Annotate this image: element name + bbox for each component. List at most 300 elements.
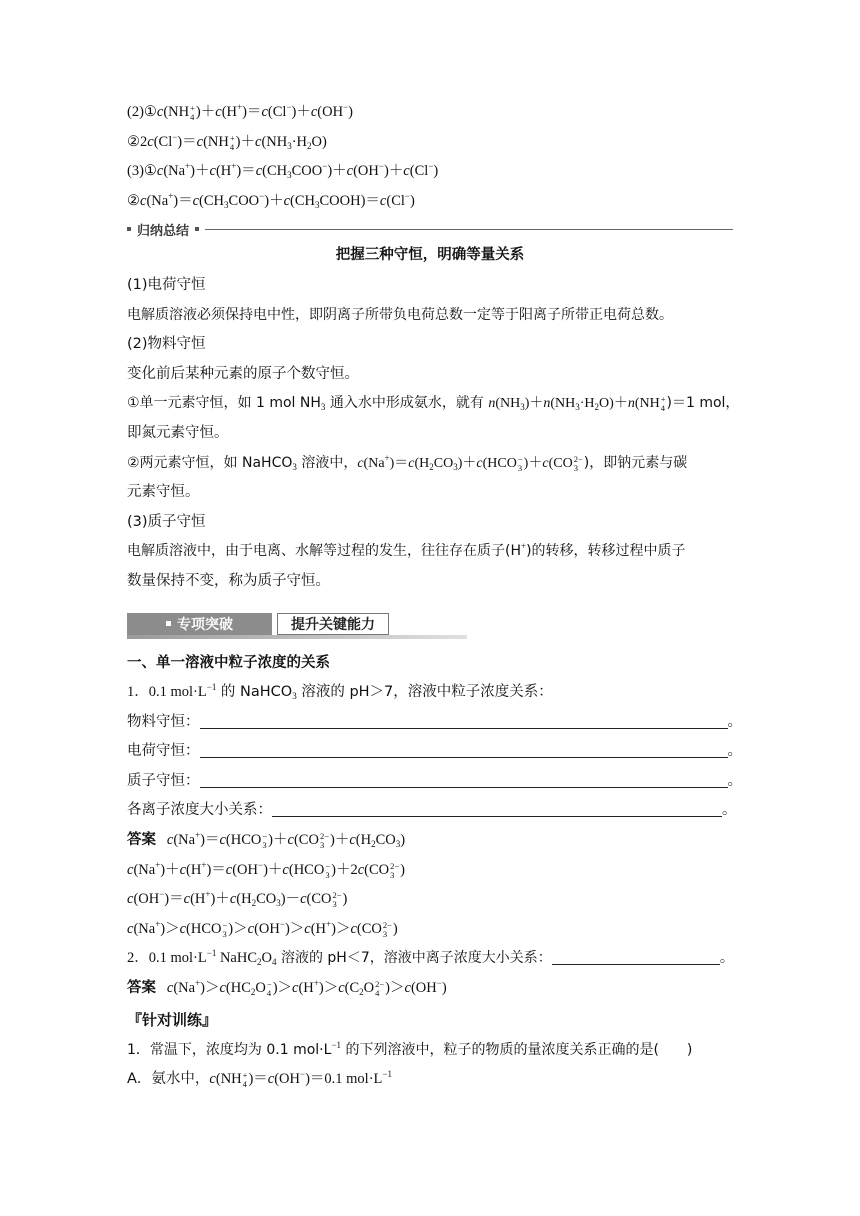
blank-line [127, 737, 742, 767]
text: 溶液的 pH＞7，溶液中粒子浓度关系： [296, 684, 553, 701]
text: c [310, 104, 318, 120]
sup: + [521, 541, 527, 552]
sup: − [266, 979, 272, 990]
text: )的转移，转移过程中质子 [526, 543, 686, 560]
sup: − [322, 161, 328, 172]
text: c [166, 980, 174, 997]
sub: 3 [292, 691, 297, 702]
text: )＋ [264, 192, 284, 209]
sub: 3 [453, 461, 458, 472]
blank-line [127, 796, 737, 826]
sup: − [262, 831, 268, 842]
text: )＋ [195, 104, 216, 120]
text: c [209, 163, 216, 180]
sup: + [326, 918, 332, 929]
paragraph-text: 元素守恒。 [127, 484, 200, 501]
sup: + [313, 978, 319, 989]
formula-line [127, 157, 733, 187]
text: c [192, 192, 200, 209]
text: (HCO [482, 455, 517, 471]
text: c [156, 104, 164, 120]
text: n [627, 396, 635, 412]
text: c [196, 133, 204, 150]
answer-label: 答案 [127, 832, 156, 849]
blank-label: 电荷守恒： [127, 743, 200, 760]
sup: − [222, 919, 228, 930]
text: (HCO [288, 861, 325, 878]
summary-header-title: 归纳总结 [137, 223, 190, 239]
sub: 3 [395, 839, 401, 850]
sup: + [155, 918, 161, 929]
text: c [350, 920, 357, 937]
text: )＞ [385, 980, 405, 997]
sup: − [404, 190, 410, 201]
text: (NH [550, 396, 576, 412]
text: c [267, 1071, 275, 1088]
sub: 3 [332, 899, 337, 910]
sub: 4 [266, 988, 272, 999]
text: 的 NaHCO [216, 684, 293, 701]
text: (H [236, 891, 252, 908]
sub: 4 [229, 141, 235, 152]
sub-sup [190, 104, 195, 122]
sub: 2 [359, 987, 364, 998]
text: (Na [133, 920, 156, 937]
sub: 2 [251, 898, 257, 909]
text: c [287, 832, 294, 849]
text: CO [256, 891, 277, 908]
sub-sup [320, 832, 329, 850]
text: (CO [356, 920, 382, 937]
text: 电解质溶液中，由于电离、水解等过程的发生，往往存在质子(H [127, 543, 521, 560]
training-title-text: 针对训练 [142, 1010, 203, 1029]
text: c [183, 891, 191, 908]
text: 。 [727, 713, 742, 730]
sub-sup [325, 862, 330, 880]
paragraph-text: 即氮元素守恒。 [127, 424, 229, 441]
banner-right-label: 提升关键能力 [277, 613, 389, 635]
text: (H [186, 861, 202, 878]
text: c [179, 861, 187, 878]
sup: − [159, 889, 165, 900]
sub: 4 [272, 957, 277, 968]
text: (H [310, 920, 327, 937]
sup: − [279, 918, 285, 929]
text: (H [190, 891, 206, 908]
paragraph-text [127, 389, 740, 419]
section-title: 一、单一溶液中粒子浓度的关系 [127, 654, 330, 671]
text: (OH [353, 163, 379, 180]
text: (H [215, 163, 232, 180]
sup: − [259, 190, 265, 201]
text: (NH [634, 396, 660, 412]
blank-line [127, 767, 742, 797]
text: c [304, 920, 311, 937]
sub: 3 [222, 928, 227, 939]
bracket-open-icon: 『 [127, 1010, 143, 1029]
blank-label: 物料守恒： [127, 713, 200, 730]
sup: 2− [573, 453, 583, 464]
text: )＝ [177, 133, 197, 150]
text: 1．常温下，浓度均为 0.1 mol·L [127, 1041, 332, 1058]
text: )＋ [160, 861, 180, 878]
text: )＝ [389, 455, 409, 471]
text: )＝1 mol， [666, 395, 740, 412]
text: )＞ [272, 980, 293, 997]
sub: 3 [292, 461, 297, 472]
text: c [283, 192, 291, 209]
text: (H [221, 104, 238, 120]
text: c [357, 455, 364, 471]
text: (CH [290, 192, 315, 209]
text: (Na [363, 455, 385, 471]
sub-sup [661, 395, 666, 413]
text: c [219, 832, 226, 849]
sup: + [195, 830, 201, 841]
answer-blank[interactable] [552, 950, 720, 965]
sub: 3 [573, 462, 578, 473]
text: (OH [274, 1071, 300, 1088]
text: (CO [364, 861, 390, 878]
text: 。 [719, 950, 735, 967]
text: )＞ [160, 920, 180, 937]
answer-blank[interactable] [272, 802, 722, 817]
sup: − [172, 131, 178, 142]
sup: − [343, 102, 349, 112]
text: ) [348, 104, 353, 120]
text: c [166, 832, 174, 849]
paragraph-title: (2)物料守恒 [127, 336, 206, 353]
text: COO [228, 192, 260, 209]
text: c [209, 1071, 216, 1088]
text: c [300, 891, 307, 908]
bracket-close-icon: 』 [202, 1010, 218, 1029]
text: (OH [232, 861, 258, 878]
sub: 3 [517, 462, 523, 473]
banner-left [127, 613, 272, 635]
sub: 2 [307, 140, 312, 151]
text: (CO [306, 891, 332, 908]
formula-line [127, 128, 733, 158]
sup: + [155, 859, 161, 870]
sup: + [229, 132, 235, 143]
answer-blank[interactable] [200, 714, 728, 729]
text: c [225, 861, 233, 878]
text: (OH [317, 104, 344, 120]
sub: 3 [224, 199, 229, 210]
sup: − [258, 859, 264, 870]
text: ②2 [127, 133, 148, 150]
text: c [255, 163, 263, 180]
text: (Cl [386, 192, 405, 209]
sub: 2 [429, 461, 434, 472]
text: n [488, 396, 496, 412]
text: (NH [163, 104, 190, 120]
sup: −1 [382, 1069, 392, 1080]
text: c [542, 455, 549, 471]
text: 通入水中形成氨水，就有 [325, 395, 489, 412]
text: (OH [254, 920, 280, 937]
text: (H [414, 455, 430, 471]
text: c [357, 861, 365, 878]
text: c [127, 891, 134, 908]
text: (Cl [267, 104, 287, 120]
text: (OH [410, 980, 437, 997]
question-1 [127, 678, 733, 708]
sup: + [384, 452, 390, 463]
text: c [156, 163, 164, 180]
text: ) [342, 891, 348, 908]
text: (Na [146, 192, 169, 209]
text: 的下列溶液中，粒子的物质的量浓度关系正确的是( ) [341, 1041, 693, 1058]
sub: 3 [319, 840, 325, 851]
text: )＋ [291, 104, 311, 120]
sup: −1 [206, 682, 217, 693]
sub-sup [390, 862, 399, 880]
sub: 3 [320, 402, 326, 413]
sup: 2− [382, 919, 392, 930]
answer-label: 答案 [127, 980, 156, 997]
sup: − [428, 161, 434, 172]
sub: 4 [375, 988, 380, 999]
text: (Na [173, 832, 196, 849]
text: CO [433, 455, 454, 471]
text: (CH [199, 192, 225, 209]
text: c [349, 832, 356, 849]
text: c [476, 455, 483, 471]
banner-shade [127, 635, 467, 639]
text: O [255, 980, 266, 997]
sub-sup [223, 921, 228, 939]
text: )＞ [200, 980, 220, 997]
sub-sup [262, 832, 267, 850]
answer-line [127, 826, 733, 856]
sub: 3 [287, 170, 292, 181]
sup: + [168, 190, 174, 201]
text: (NH [261, 133, 288, 150]
text: 。 [727, 772, 742, 789]
sup: −1 [331, 1039, 341, 1050]
text: NaHC [216, 950, 258, 967]
paragraph-title: (3)质子守恒 [127, 513, 206, 530]
text: c [127, 861, 134, 878]
sub: 2 [371, 839, 376, 850]
sub: 4 [190, 112, 195, 122]
sup: 2− [390, 860, 400, 871]
text: )＞ [228, 920, 248, 937]
sub-sup [230, 134, 235, 152]
sup: + [195, 978, 201, 989]
sub: 4 [660, 403, 665, 414]
sup: − [378, 161, 384, 172]
text: c [261, 104, 268, 120]
answer-line [127, 856, 733, 886]
text: )＋ [210, 891, 230, 908]
text: O [261, 950, 272, 967]
text: )＝ [206, 861, 226, 878]
blank-label: 质子守恒： [127, 772, 200, 789]
text: )＝ [242, 104, 262, 120]
text: )＝ [173, 192, 193, 209]
sub-sup [267, 980, 272, 998]
text: )＋ [523, 455, 543, 471]
text: )＋ [329, 832, 350, 849]
training-title [127, 1004, 733, 1036]
text: )＝ [236, 163, 256, 180]
text: ) [433, 163, 439, 180]
training-question [127, 1036, 733, 1066]
sub: 3 [382, 928, 388, 939]
text: )＋ [383, 163, 404, 180]
text: )＝0.1 mol·L [305, 1071, 383, 1088]
text: )＋ [327, 163, 347, 180]
sub: 3 [390, 869, 395, 880]
sub: 3 [575, 402, 580, 413]
text: ) [392, 920, 398, 937]
text: c [140, 192, 147, 209]
blank-line [127, 708, 742, 738]
text: c [346, 163, 354, 180]
sup: − [325, 860, 331, 871]
text: ) [400, 832, 406, 849]
text: (2)① [127, 104, 157, 120]
paragraph-text [127, 449, 733, 479]
text: )＞ [331, 920, 351, 937]
text: A．氨水中， [127, 1071, 210, 1088]
answer-blank[interactable] [200, 773, 728, 788]
text: )＋ [190, 163, 210, 180]
text: )＋ [235, 133, 255, 150]
text: (Cl [153, 133, 173, 150]
formula-line [127, 98, 733, 128]
square-icon [127, 227, 131, 231]
sub: 3 [315, 199, 320, 210]
square-icon [166, 621, 171, 626]
text: c [229, 891, 237, 908]
sup: − [436, 978, 442, 989]
paragraph-text: 电解质溶液必须保持电中性，即阴离子所带负电荷总数一定等于阳离子所带正电荷总数。 [127, 306, 673, 323]
text: (H [355, 832, 372, 849]
text: c [247, 920, 255, 937]
square-icon [195, 227, 199, 231]
sub: 3 [287, 140, 292, 151]
text: )＝ [200, 832, 220, 849]
sup: −1 [206, 948, 217, 959]
sup: + [185, 161, 191, 172]
sup: 2− [375, 979, 385, 990]
sub: 2 [594, 402, 600, 413]
text: (3)① [127, 163, 157, 180]
text: )＋ [524, 396, 544, 412]
text: (OH [133, 891, 160, 908]
text: (Cl [409, 163, 429, 180]
sup: − [300, 1069, 306, 1080]
banner-left-label: 专项突破 [177, 616, 233, 633]
text: c [379, 192, 387, 209]
text: (Na [163, 163, 186, 180]
text: )＞ [318, 980, 339, 997]
sub-sup [574, 455, 583, 473]
blank-label: 各离子浓度大小关系： [127, 802, 272, 819]
text: ①单一元素守恒，如 1 mol NH [127, 395, 321, 412]
sub: 2 [257, 957, 262, 968]
sup: 2− [319, 831, 329, 842]
answer-blank[interactable] [200, 743, 728, 758]
answer-line [127, 974, 733, 1004]
text: O [363, 980, 375, 997]
text: 溶液中， [296, 454, 358, 471]
text: ) [409, 192, 415, 209]
text: )＋ [268, 832, 288, 849]
text: c [147, 133, 154, 150]
sup: − [286, 102, 292, 112]
text: ·H [291, 133, 308, 150]
text: c [127, 920, 134, 937]
sub-sup [375, 980, 384, 998]
text: (H [298, 980, 314, 997]
text: ) [441, 980, 447, 997]
divider [205, 229, 733, 230]
text: c [215, 104, 222, 120]
text: (NH [203, 133, 229, 150]
text: (NH [495, 396, 521, 412]
sup: + [660, 394, 666, 405]
text: (CO [548, 455, 573, 471]
text: (C [344, 980, 360, 997]
text: )－ [280, 891, 301, 908]
sup: − [517, 453, 523, 464]
sub-sup [383, 921, 392, 939]
sub-sup [518, 455, 523, 473]
option-a[interactable] [127, 1065, 733, 1095]
section-banner [127, 611, 467, 639]
text: )＋ [263, 861, 283, 878]
sub-sup [332, 891, 341, 909]
text: 。 [727, 743, 742, 760]
text: O)＋ [599, 396, 628, 412]
text: 1．0.1 mol·L [127, 684, 207, 701]
text: ) [400, 861, 406, 878]
text: CO [375, 832, 396, 849]
text: (Na [133, 861, 156, 878]
text: O) [311, 133, 327, 150]
text: )＝ [248, 1071, 268, 1088]
text: c [219, 980, 226, 997]
paragraph-text: 变化前后某种元素的原子个数守恒。 [127, 365, 359, 382]
sub: 2 [250, 987, 256, 998]
sup: + [201, 859, 207, 870]
text: ② [127, 192, 140, 209]
text: )，即钠元素与碳 [583, 454, 688, 471]
text: )＝ [164, 891, 184, 908]
paragraph-text [127, 537, 733, 567]
text: c [292, 980, 299, 997]
answer-line [127, 885, 733, 915]
text: 。 [722, 802, 737, 819]
text: (Na [173, 980, 196, 997]
text: COO [291, 163, 323, 180]
sup: + [237, 102, 243, 112]
sup: + [205, 889, 211, 900]
sup: 2− [332, 890, 342, 901]
sup: + [231, 161, 237, 172]
sub-sup [243, 1071, 248, 1089]
text: c [403, 163, 410, 180]
sub: 4 [242, 1079, 247, 1090]
text: )＞ [284, 920, 305, 937]
sub: 3 [262, 840, 267, 851]
answer-line [127, 915, 733, 945]
